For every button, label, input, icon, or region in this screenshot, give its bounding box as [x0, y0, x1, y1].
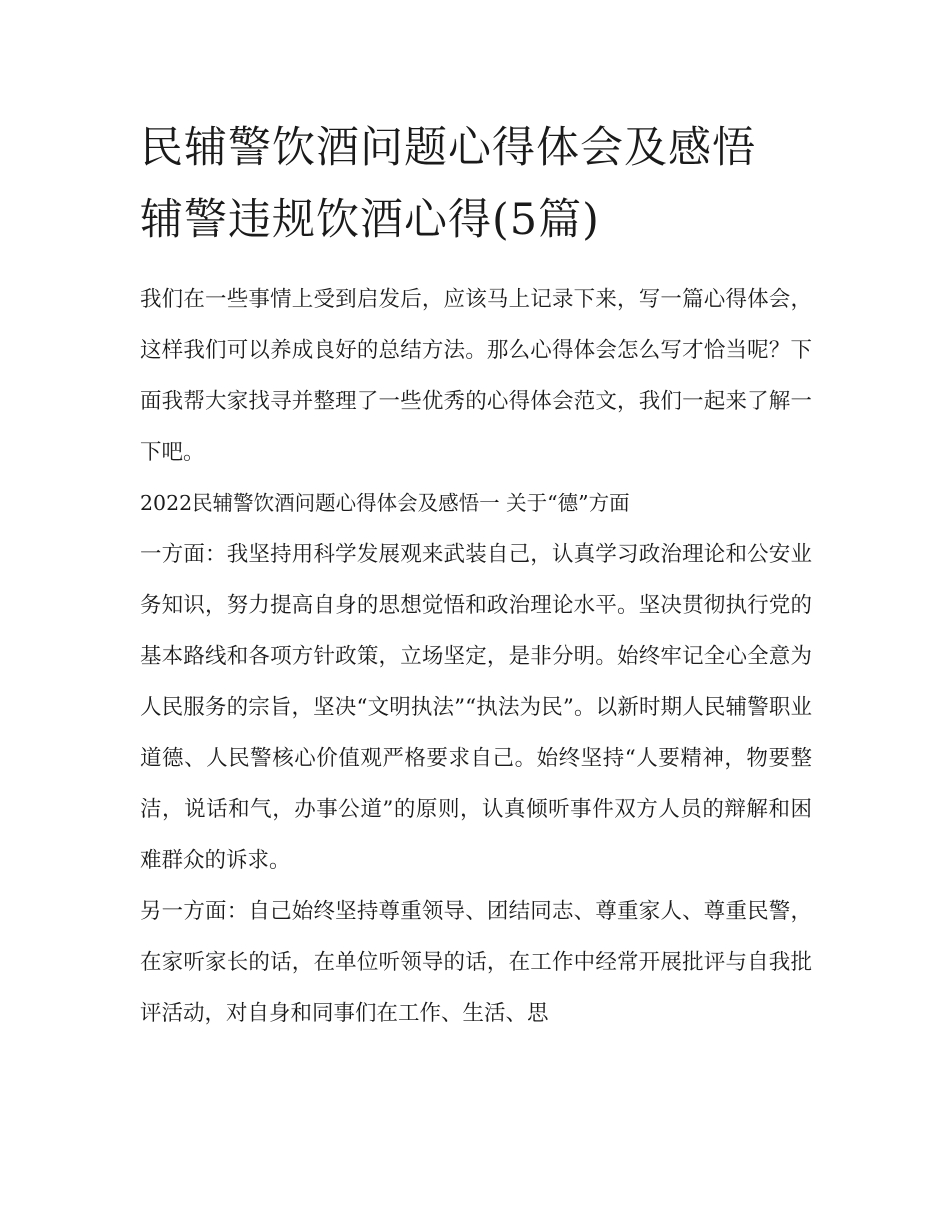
document-title: 民辅警饮酒问题心得体会及感悟 辅警违规饮酒心得(5篇)	[140, 123, 756, 245]
document-page	[140, 112, 812, 1039]
body-paragraph: 一方面：我坚持用科学发展观来武装自己，认真学习政治理论和公安业务知识，努力提高自身的思想觉悟和政治理论水平。坚决贯彻执行党的基本路线和各项方针政策，立场坚定，是非分明。始终牢记全心全意为人民服务的宗旨，坚决“文明执法”“执法为民”。以新时期人民辅警职业道德、人民警核心价值观严格要求自己。始终坚持“人要精神，物要整洁，说话和气，办事公道”的原则，认真倾听事件双方人员的辩解和困难群众的诉求。	[140, 542, 812, 873]
intro-paragraph: 我们在一些事情上受到启发后，应该马上记录下来，写一篇心得体会，这样我们可以养成良好的总结方法。那么心得体会怎么写才恰当呢？下面我帮大家找寻并整理了一些优秀的心得体会范文，我们一起来了解一下吧。	[140, 287, 812, 465]
section-heading: 2022民辅警饮酒问题心得体会及感悟一 关于“德”方面	[140, 491, 630, 515]
body-paragraph: 另一方面：自己始终坚持尊重领导、团结同志、尊重家人、尊重民警，在家听家长的话，在单位听领导的话，在工作中经常开展批评与自我批评活动，对自身和同事们在工作、生活、思	[140, 899, 812, 1026]
